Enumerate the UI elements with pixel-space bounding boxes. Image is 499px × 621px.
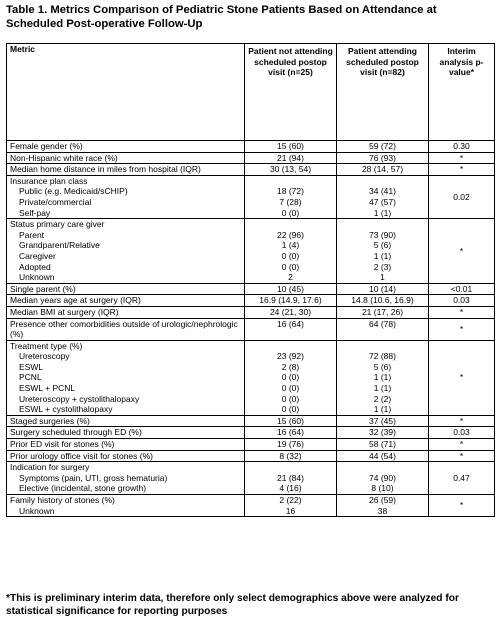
header-metric: Metric (7, 44, 245, 141)
table-row (7, 295, 495, 307)
sub-metric-label: Grandparent/Relative (19, 240, 100, 251)
metric-label: Prior ED visit for stones (%) (10, 439, 115, 450)
attending-cell (337, 415, 429, 427)
value: 10 (14) (369, 283, 396, 294)
sub-value: 2 (2) (373, 393, 392, 404)
sub-value: 0 (0) (281, 393, 300, 404)
metric-label: Presence other comorbidities outside of urologic/nephrologic (%) (10, 318, 238, 340)
sub-value: 8 (10) (371, 483, 394, 494)
sub-value: 0 (0) (281, 261, 300, 272)
sub-value: 73 (90) (369, 229, 396, 240)
pvalue-text: * (459, 450, 464, 461)
table-row (7, 495, 495, 517)
value: 15 (60) (277, 415, 304, 426)
sub-metric-label: Self-pay (19, 207, 51, 218)
pvalue-cell (429, 164, 495, 176)
pvalue-cell (429, 462, 495, 495)
pvalue-cell (429, 450, 495, 462)
value: 19 (76) (277, 439, 304, 450)
sub-metric-label: Caregiver (19, 250, 56, 261)
metric-cell (7, 318, 245, 340)
table-row (7, 306, 495, 318)
value: 76 (93) (369, 152, 396, 163)
sub-value: 1 (1) (373, 207, 392, 218)
table-row (7, 219, 495, 284)
value: 37 (45) (369, 415, 396, 426)
sub-metric-label: Symptoms (pain, UTI, gross hematuria) (19, 472, 168, 483)
pvalue-cell (429, 295, 495, 307)
sub-metric-label: ESWL (19, 361, 44, 372)
pvalue-text: * (459, 372, 464, 383)
pvalue-cell (429, 340, 495, 415)
value: 16 (64) (277, 427, 304, 438)
metrics-table (6, 43, 495, 517)
metric-cell (7, 495, 245, 517)
table-row (7, 283, 495, 295)
not-attending-cell (245, 219, 337, 284)
sub-value: 2 (3) (373, 261, 392, 272)
metric-label: Single parent (%) (10, 283, 76, 294)
table-row (7, 152, 495, 164)
value: 21 (17, 26) (361, 306, 404, 317)
sub-value: 38 (377, 505, 388, 516)
pvalue-text: * (459, 439, 464, 450)
attending-cell (337, 141, 429, 153)
sub-metric-label: Parent (19, 229, 45, 240)
metric-cell (7, 219, 245, 284)
sub-value: 1 (1) (373, 372, 392, 383)
value: 24 (21, 30) (269, 306, 312, 317)
metric-cell (7, 141, 245, 153)
table-body (7, 141, 495, 517)
value: 28 (14, 57) (361, 164, 404, 175)
metric-cell (7, 295, 245, 307)
metric-cell (7, 152, 245, 164)
table-row (7, 141, 495, 153)
attending-cell (337, 427, 429, 439)
metric-cell (7, 175, 245, 218)
footnote: *This is preliminary interim data, therefore only select demographics above were analyzed for statistical significance for reporting purposes (6, 593, 459, 617)
pvalue-cell (429, 427, 495, 439)
sub-value: 0 (0) (281, 207, 300, 218)
value: 26 (59) (369, 495, 396, 505)
metric-cell (7, 415, 245, 427)
pvalue-cell (429, 152, 495, 164)
sub-metric-label: ESWL + PCNL (19, 383, 76, 394)
sub-value: 23 (92) (277, 351, 304, 362)
not-attending-cell (245, 450, 337, 462)
pvalue-cell (429, 175, 495, 218)
sub-value: 2 (8) (281, 361, 300, 372)
pvalue-text: 0.02 (453, 191, 470, 202)
pvalue-cell (429, 141, 495, 153)
header-pvalue: Interim analysis p-value* (429, 44, 495, 141)
not-attending-cell (245, 164, 337, 176)
attending-cell (337, 306, 429, 318)
pvalue-text: * (459, 152, 464, 163)
header-row (7, 44, 495, 141)
pvalue-cell (429, 283, 495, 295)
metric-label: Staged surgeries (%) (10, 415, 90, 426)
value: 21 (94) (277, 152, 304, 163)
sub-value: 18 (72) (277, 186, 304, 197)
value: 32 (39) (369, 427, 396, 438)
pvalue-cell (429, 415, 495, 427)
table-row (7, 427, 495, 439)
attending-cell (337, 340, 429, 415)
not-attending-cell (245, 462, 337, 495)
metric-cell (7, 462, 245, 495)
attending-cell (337, 462, 429, 495)
metric-cell (7, 439, 245, 451)
table-title: Table 1. Metrics Comparison of Pediatric Stone Patients Based on Attendance at Scheduled Post-operative Follow-Up (6, 4, 437, 30)
not-attending-cell (245, 318, 337, 340)
not-attending-cell (245, 427, 337, 439)
pvalue-cell (429, 306, 495, 318)
pvalue-text: * (459, 245, 464, 256)
not-attending-cell (245, 415, 337, 427)
metric-label: Median home distance in miles from hospital (IQR) (10, 164, 201, 175)
sub-value: 47 (57) (369, 196, 396, 207)
sub-metric-label: ESWL + cystolithalopaxy (19, 404, 113, 415)
sub-metric-label: Ureteroscopy + cystolithalopaxy (19, 393, 140, 404)
sub-metric-label: Adopted (19, 261, 51, 272)
not-attending-cell (245, 152, 337, 164)
metric-label: Non-Hispanic white race (%) (10, 152, 118, 163)
value: 14.8 (10.6, 16.9) (351, 295, 414, 306)
pvalue-text: 0.03 (453, 295, 470, 306)
not-attending-cell (245, 340, 337, 415)
sub-value: 1 (1) (373, 250, 392, 261)
metric-label: Insurance plan class (10, 175, 88, 186)
sub-metric-label: Elective (incidental, stone growth) (19, 483, 147, 494)
sub-metric-label: Unknown (19, 505, 55, 516)
attending-cell (337, 152, 429, 164)
not-attending-cell (245, 295, 337, 307)
sub-value: 1 (1) (373, 404, 392, 415)
value: 8 (32) (279, 450, 302, 461)
not-attending-cell (245, 495, 337, 517)
sub-metric-label: Public (e.g. Medicaid/sCHIP) (19, 186, 128, 197)
metric-cell (7, 450, 245, 462)
sub-metric-label: Private/commercial (19, 196, 92, 207)
value: 16 (64) (277, 318, 304, 329)
sub-value: 22 (96) (277, 229, 304, 240)
sub-value: 34 (41) (369, 186, 396, 197)
metric-label: Median years age at surgery (IQR) (10, 295, 141, 306)
pvalue-cell (429, 439, 495, 451)
header-attending: Patient attending scheduled postop visit (n=82) (337, 44, 429, 141)
pvalue-text: 0.30 (453, 141, 470, 151)
table-row (7, 340, 495, 415)
table-row (7, 462, 495, 495)
sub-value: 1 (4) (281, 240, 300, 251)
metric-cell (7, 283, 245, 295)
metric-label: Status primary care giver (10, 219, 105, 230)
metric-label: Female gender (%) (10, 141, 83, 151)
sub-value: 2 (288, 272, 293, 283)
pvalue-text: <0.01 (450, 283, 473, 294)
not-attending-cell (245, 175, 337, 218)
attending-cell (337, 283, 429, 295)
metric-label: Prior urology office visit for stones (%) (10, 450, 153, 461)
pvalue-text: * (459, 164, 464, 175)
sub-value: 5 (6) (373, 361, 392, 372)
attending-cell (337, 450, 429, 462)
metric-label: Treatment type (%) (10, 340, 83, 351)
table-row (7, 164, 495, 176)
sub-value: 0 (0) (281, 250, 300, 261)
sub-metric-label: PCNL (19, 372, 42, 383)
attending-cell (337, 495, 429, 517)
value: 15 (60) (277, 141, 304, 151)
sub-value: 7 (28) (279, 196, 302, 207)
table-row (7, 318, 495, 340)
table-row (7, 439, 495, 451)
attending-cell (337, 318, 429, 340)
metric-cell (7, 306, 245, 318)
pvalue-text: 0.03 (453, 427, 470, 438)
sub-value: 4 (16) (279, 483, 302, 494)
sub-value: 0 (0) (281, 372, 300, 383)
value: 10 (45) (277, 283, 304, 294)
sub-value: 1 (1) (373, 383, 392, 394)
value: 64 (78) (369, 318, 396, 329)
metric-cell (7, 427, 245, 439)
metric-cell (7, 164, 245, 176)
pvalue-cell (429, 495, 495, 517)
sub-metric-label: Unknown (19, 272, 55, 283)
sub-value: 72 (88) (369, 351, 396, 362)
value: 2 (22) (279, 495, 302, 505)
sub-value: 1 (380, 272, 385, 283)
table-row (7, 450, 495, 462)
metric-cell (7, 340, 245, 415)
pvalue-text: * (459, 500, 464, 511)
attending-cell (337, 295, 429, 307)
pvalue-cell (429, 219, 495, 284)
value: 44 (54) (369, 450, 396, 461)
sub-value: 74 (90) (369, 472, 396, 483)
pvalue-text: * (459, 415, 464, 426)
table-row (7, 415, 495, 427)
value: 30 (13, 54) (269, 164, 312, 175)
pvalue-cell (429, 318, 495, 340)
table-row (7, 175, 495, 218)
pvalue-text: * (459, 306, 464, 317)
not-attending-cell (245, 283, 337, 295)
metric-label: Median BMI at surgery (IQR) (10, 306, 119, 317)
value: 16.9 (14.9, 17.6) (259, 295, 322, 306)
sub-metric-label: Ureteroscopy (19, 351, 70, 362)
value: 59 (72) (369, 141, 396, 151)
attending-cell (337, 164, 429, 176)
metric-label: Surgery scheduled through ED (%) (10, 427, 142, 438)
not-attending-cell (245, 141, 337, 153)
sub-value: 0 (0) (281, 383, 300, 394)
metric-label: Indication for surgery (10, 462, 90, 473)
sub-value: 21 (84) (277, 472, 304, 483)
attending-cell (337, 439, 429, 451)
metric-label: Family history of stones (%) (10, 495, 115, 505)
value: 58 (71) (369, 439, 396, 450)
pvalue-text: 0.47 (453, 472, 470, 483)
header-not-attending: Patient not attending scheduled postop visit (n=25) (245, 44, 337, 141)
sub-value: 5 (6) (373, 240, 392, 251)
sub-value: 16 (285, 505, 296, 516)
attending-cell (337, 175, 429, 218)
sub-value: 0 (0) (281, 404, 300, 415)
not-attending-cell (245, 306, 337, 318)
pvalue-text: * (459, 323, 464, 334)
not-attending-cell (245, 439, 337, 451)
attending-cell (337, 219, 429, 284)
